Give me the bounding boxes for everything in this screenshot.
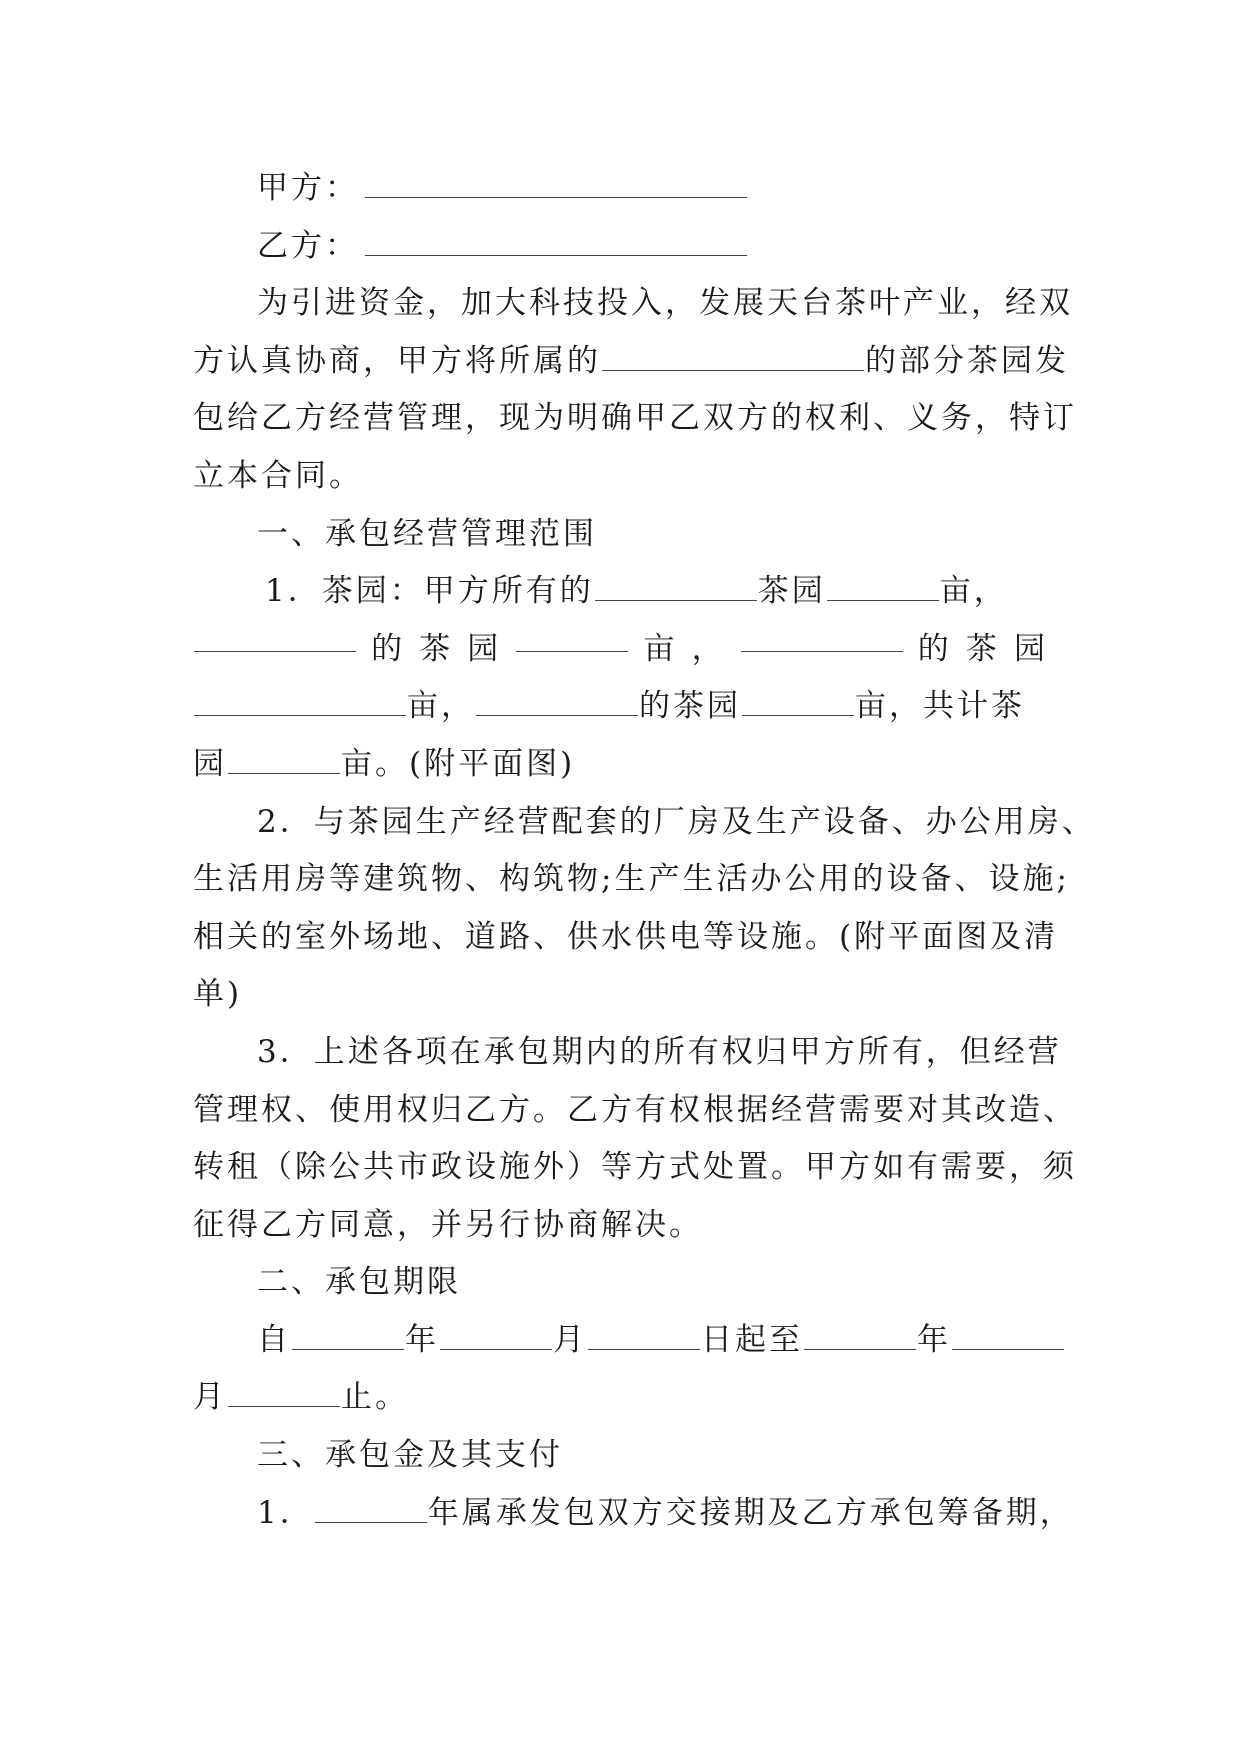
section-3-item-1 — [193, 1485, 1074, 1543]
section-1-item-2-line-2: 生活用房等建筑物、构筑物;生产生活办公用的设备、设施; — [193, 861, 1070, 898]
term-year: 年 — [405, 1321, 439, 1358]
party-b-blank[interactable] — [365, 225, 747, 256]
term-line-1 — [193, 1312, 1048, 1370]
term-day-to: 日起至 — [701, 1321, 803, 1358]
item-1-text-e: 茶 — [419, 630, 454, 667]
party-b-line — [193, 218, 1048, 276]
party-a-line — [193, 160, 1048, 218]
term-month-2: 月 — [193, 1379, 227, 1416]
item-1-text-c: 亩， — [939, 573, 1008, 610]
end-day-blank[interactable] — [228, 1376, 340, 1407]
tea-garden-location-blank[interactable] — [602, 340, 864, 371]
garden-name-blank-1[interactable] — [595, 570, 757, 601]
preamble-line-4: 立本合同。 — [193, 457, 363, 494]
garden-area-blank-3[interactable] — [194, 685, 406, 716]
start-year-blank[interactable] — [292, 1319, 404, 1350]
total-area-blank[interactable] — [228, 743, 340, 774]
term-end: 止。 — [341, 1379, 409, 1416]
garden-area-blank-4[interactable] — [742, 685, 854, 716]
end-year-blank[interactable] — [804, 1319, 916, 1350]
section-1-item-2-line-3: 相关的室外场地、道路、供水供电等设施。(附平面图及清 — [193, 918, 1059, 955]
section-1-item-2-line-1: 2．与茶园生产经营配套的厂房及生产设备、办公用房、 — [257, 803, 1096, 840]
preamble-line-3: 包给乙方经营管理，现为明确甲乙双方的权利、义务，特订 — [193, 400, 1077, 437]
end-month-blank-a[interactable] — [952, 1319, 1064, 1350]
item-1-text-p: 亩。(附平面图) — [341, 745, 576, 782]
garden-name-blank-2[interactable] — [194, 621, 356, 652]
preamble-text-b: 的部分茶园发 — [865, 342, 1069, 379]
party-b-label: 乙方： — [257, 227, 359, 264]
garden-area-blank-2[interactable] — [516, 621, 628, 652]
garden-area-blank-1[interactable] — [827, 570, 939, 601]
preamble-line-2 — [193, 333, 1069, 391]
party-a-blank[interactable] — [365, 167, 747, 198]
section-3-item-1-text: 年属承发包双方交接期及乙方承包筹备期， — [427, 1494, 1074, 1531]
item-1-text-f: 园 — [467, 630, 502, 667]
section-1-item-1-line-1 — [193, 563, 1048, 621]
party-a-label: 甲方： — [257, 170, 359, 206]
preamble-line-1: 为引进资金，加大科技投入，发展天台茶叶产业，经双 — [257, 285, 1073, 322]
item-1-text-b: 茶园 — [757, 573, 826, 610]
item-1-text-d: 的 — [371, 630, 406, 667]
start-month-blank[interactable] — [440, 1319, 552, 1350]
item-1-text-m: 的茶园 — [639, 688, 741, 725]
section-1-item-3-line-1: 3．上述各项在承包期内的所有权归甲方所有，但经营 — [257, 1033, 1062, 1070]
section-2-title: 二、承包期限 — [257, 1264, 461, 1301]
item-1-text-n: 亩，共计茶 — [855, 688, 1025, 725]
section-3-item-1-number: 1． — [257, 1494, 314, 1531]
start-day-blank[interactable] — [588, 1319, 700, 1350]
preamble-text-a: 方认真协商，甲方将所属的 — [193, 342, 601, 379]
contract-document — [193, 160, 1096, 1542]
item-1-text-o: 园 — [193, 745, 227, 782]
section-1-item-1-line-3 — [193, 678, 1048, 736]
handover-year-blank[interactable] — [315, 1492, 427, 1523]
item-1-text-k: 园 — [1013, 630, 1048, 667]
section-1-item-3-line-4: 征得乙方同意，并另行协商解决。 — [193, 1206, 703, 1243]
garden-name-blank-4[interactable] — [476, 685, 638, 716]
item-1-text-l: 亩， — [407, 688, 475, 725]
term-from: 自 — [257, 1321, 291, 1358]
item-1-text-a: 1．茶园：甲方所有的 — [265, 573, 594, 610]
item-1-text-j: 茶 — [965, 630, 1000, 667]
section-1-title: 一、承包经营管理范围 — [257, 515, 597, 552]
garden-name-blank-3[interactable] — [741, 621, 903, 652]
item-1-text-i: 的 — [917, 630, 952, 667]
section-1-item-1-line-4 — [193, 736, 1048, 794]
term-line-2 — [193, 1369, 1048, 1427]
term-month: 月 — [553, 1321, 587, 1358]
section-1-item-1-line-2 — [193, 621, 1048, 679]
section-3-title: 三、承包金及其支付 — [257, 1437, 563, 1474]
section-1-item-3-line-3: 转租（除公共市政设施外）等方式处置。甲方如有需要，须 — [193, 1149, 1077, 1186]
section-1-item-3-line-2: 管理权、使用权归乙方。乙方有权根据经营需要对其改造、 — [193, 1091, 1077, 1128]
item-1-text-g: 亩 — [643, 630, 678, 667]
term-year-2: 年 — [917, 1321, 951, 1358]
item-1-text-h: ， — [691, 630, 726, 667]
section-1-item-2-line-4: 单) — [193, 976, 243, 1013]
